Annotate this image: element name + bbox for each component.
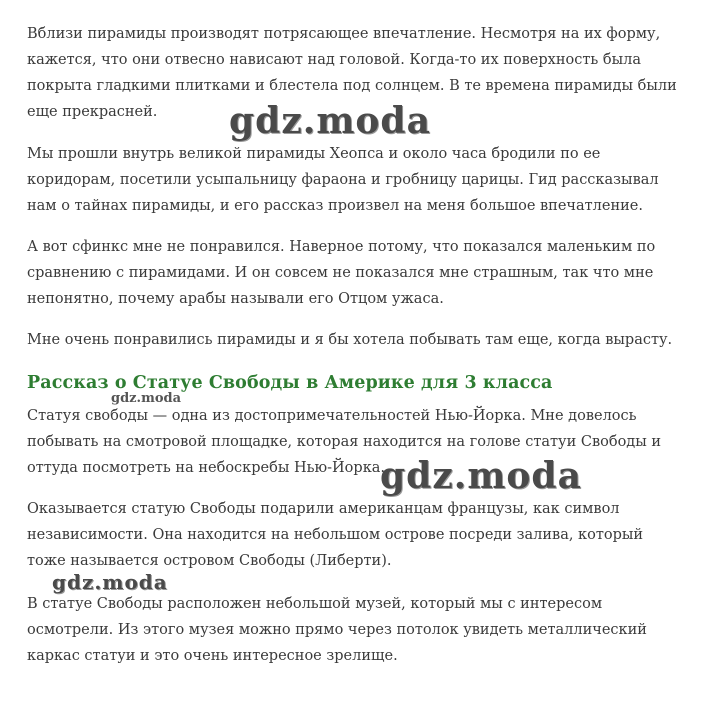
watermark-logo: gdz.moda — [380, 455, 582, 497]
paragraph-sphinx: А вот сфинкс мне не понравился. Наверное потому, что показался маленьким по сравнению с пирамидами. И он совсем не показался мне страшным, так что мне непонятно, почему арабы называли его Отцом ужаса. — [27, 239, 656, 307]
paragraph-statue-gift: Оказывается статую Свободы подарили американцам французы, как символ независимости. Она находится на небольшом острове посреди залива, который тоже называется островом Свободы (Либерти). — [27, 501, 644, 569]
paragraph-statue-museum: В статуе Свободы расположен небольшой музей, который мы с интересом осмотрели. Из этого музея можно прямо через потолок увидеть металлический каркас статуи и это очень интересное зрелище. — [27, 596, 647, 664]
watermark-logo: gdz.moda — [52, 570, 168, 594]
paragraph-pyramids-conclusion: Мне очень понравились пирамиды и я бы хотела побывать там еще, когда вырасту. — [27, 332, 673, 348]
section-heading-statue-of-liberty: Рассказ о Статуе Свободы в Америке для 3 класса — [27, 373, 553, 393]
watermark-logo: gdz.moda — [111, 391, 182, 406]
paragraph-pyramids-view: Вблизи пирамиды производят потрясающее впечатление. Несмотря на их форму, кажется, что они отвесно нависают над головой. Когда-то их поверхность была покрыта гладкими плитками и блестела под солнцем. В те времена пирамиды были еще прекрасней. — [27, 26, 677, 120]
paragraph-statue-intro: Статуя свободы — одна из достопримечательностей Нью-Йорка. Мне довелось побывать на смотровой площадке, которая находится на голове статуи Свободы и оттуда посмотреть на небоскребы Нью-Йорка. — [27, 408, 662, 476]
paragraph-pyramid-inside: Мы прошли внутрь великой пирамиды Хеопса и около часа бродили по ее коридорам, посетили усыпальницу фараона и гробницу царицы. Гид рассказывал нам о тайнах пирамиды, и его рассказ произвел на меня большое впечатление. — [27, 146, 659, 214]
watermark-logo: gdz.moda — [229, 100, 431, 142]
